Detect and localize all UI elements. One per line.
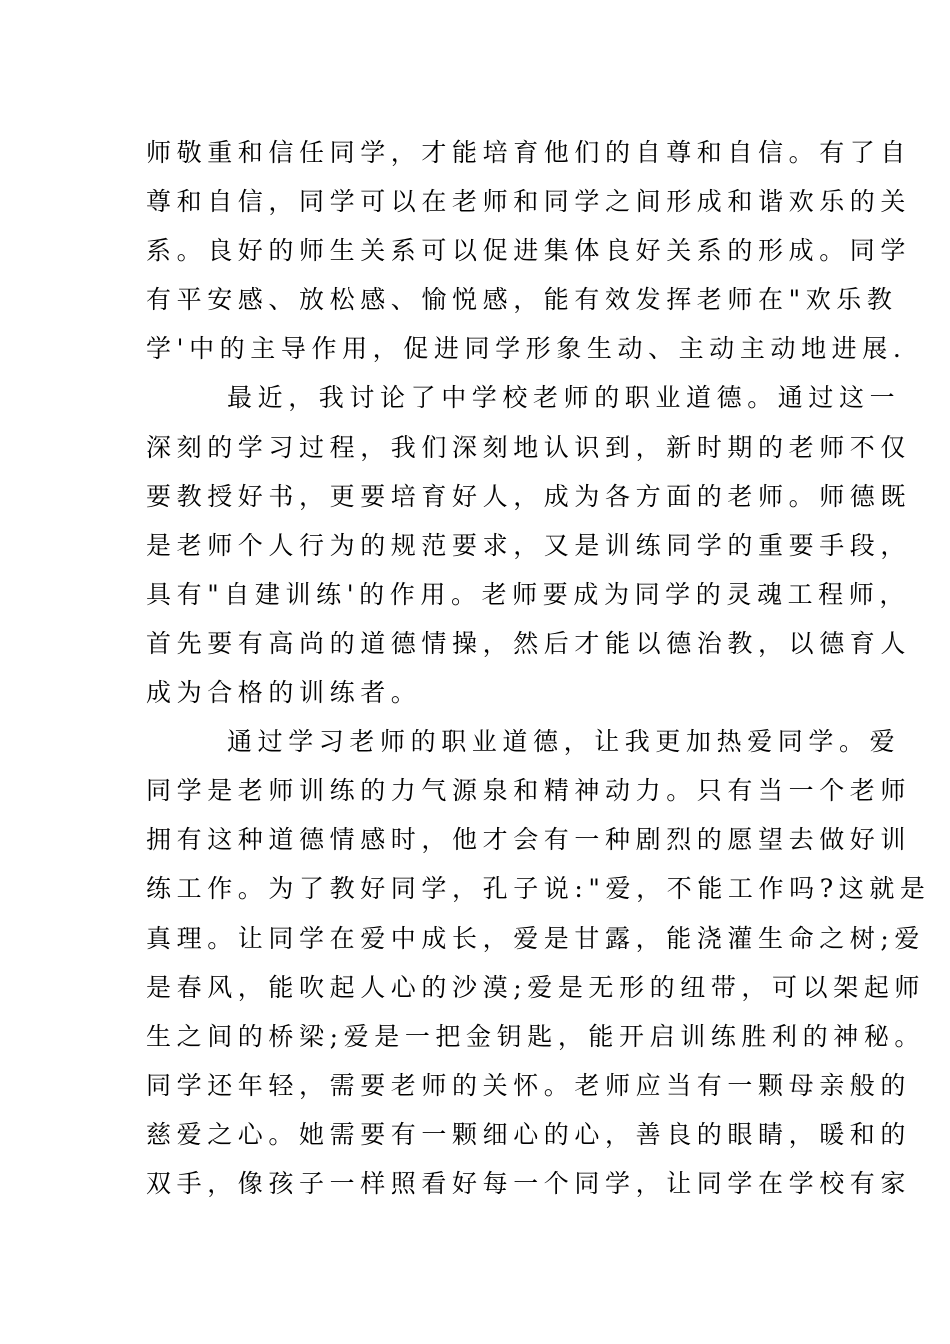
- text-line: 拥有这种道德情感时，他才会有一种剧烈的愿望去做好训: [146, 825, 912, 855]
- text-line: 成为合格的训练者。: [146, 678, 422, 708]
- text-line: 首先要有高尚的道德情操，然后才能以德治教，以德育人: [146, 628, 912, 658]
- text-line: 练工作。为了教好同学，孔子说:"爱，不能工作吗?这就是: [146, 874, 931, 904]
- text-line: 深刻的学习过程，我们深刻地认识到，新时期的老师不仅: [146, 432, 912, 462]
- text-line: 同学还年轻，需要老师的关怀。老师应当有一颗母亲般的: [146, 1070, 912, 1100]
- text-line: 具有"自建训练'的作用。老师要成为同学的灵魂工程师，: [146, 579, 910, 609]
- text-line: 尊和自信，同学可以在老师和同学之间形成和谐欢乐的关: [146, 187, 912, 217]
- paragraph-start-line: 最近，我讨论了中学校老师的职业道德。通过这一: [227, 383, 901, 413]
- text-line: 慈爱之心。她需要有一颗细心的心，善良的眼睛，暖和的: [146, 1119, 912, 1149]
- text-line: 系。良好的师生关系可以促进集体良好关系的形成。同学: [146, 236, 912, 266]
- text-line: 生之间的桥梁;爱是一把金钥匙，能开启训练胜利的神秘。: [146, 1021, 926, 1051]
- text-line: 是春风，能吹起人心的沙漠;爱是无形的纽带，可以架起师: [146, 972, 926, 1002]
- paragraph-start-line: 通过学习老师的职业道德，让我更加热爱同学。爱: [227, 727, 901, 757]
- text-line: 同学是老师训练的力气源泉和精神动力。只有当一个老师: [146, 776, 912, 806]
- text-line: 师敬重和信任同学，才能培育他们的自尊和自信。有了自: [146, 138, 912, 167]
- text-line: 双手，像孩子一样照看好每一个同学，让同学在学校有家: [146, 1168, 912, 1198]
- text-line: 是老师个人行为的规范要求，又是训练同学的重要手段，: [146, 530, 912, 560]
- text-line: 学'中的主导作用，促进同学形象生动、主动主动地进展.: [146, 334, 907, 364]
- text-line: 真理。让同学在爱中成长，爱是甘露，能浇灌生命之树;爱: [146, 923, 926, 953]
- text-line: 有平安感、放松感、愉悦感，能有效发挥老师在"欢乐教: [146, 285, 898, 315]
- body-text: [146, 128, 931, 1208]
- text-line: 要教授好书，更要培育好人，成为各方面的老师。师德既: [146, 481, 912, 511]
